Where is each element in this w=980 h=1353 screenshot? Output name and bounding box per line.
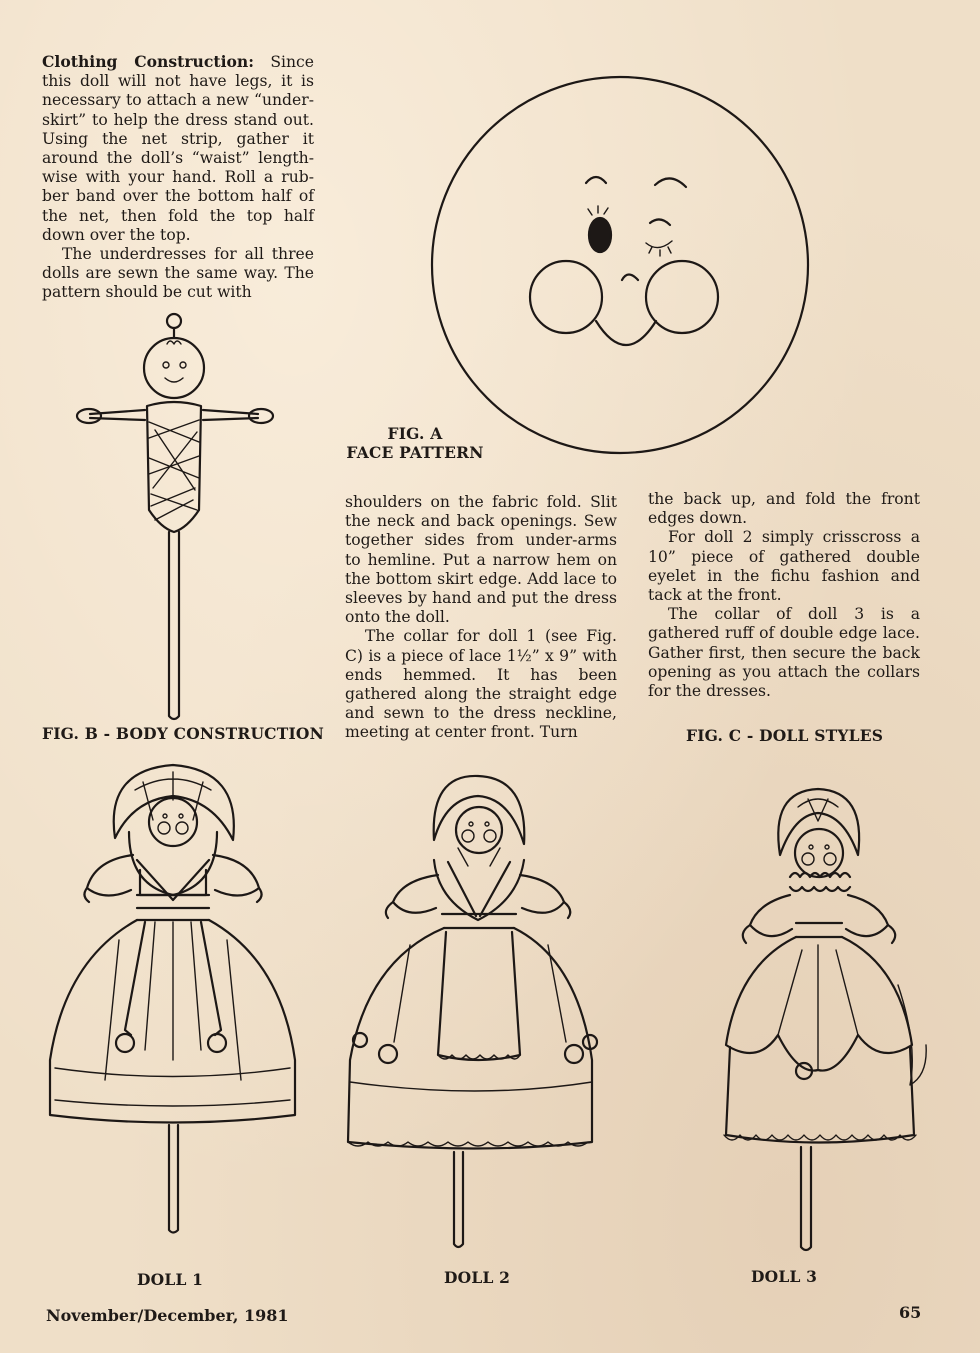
collar <box>129 832 217 895</box>
right-hand <box>249 409 273 423</box>
sleeves <box>87 855 259 896</box>
doll-3-face <box>795 829 843 877</box>
paragraph-doll-3: The collar of doll 3 is a gathered ruff of double edge lace. Gather first, then secure the back opening as you attach the collars for the dresses. <box>648 605 920 701</box>
doll-1-stick <box>169 1125 178 1233</box>
ruff-collar <box>790 873 850 891</box>
apron <box>438 932 520 1060</box>
petal-overskirt <box>726 937 912 1071</box>
doll-2-face <box>456 807 502 853</box>
fig-b-caption: FIG. B - BODY CONSTRUCTION <box>42 724 324 743</box>
winking-eye-icon <box>650 219 670 225</box>
column-3-text <box>648 490 920 701</box>
gloves-3 <box>743 925 895 943</box>
smile-mouth <box>596 321 656 345</box>
right-eyebrow-icon <box>655 178 686 187</box>
open-eye-icon <box>589 218 611 252</box>
paragraph-shoulders: shoulders on the fabric fold. Slit the neck and back openings. Sew together sides from under-arms to hemline. Put a narrow hem on the bottom skirt edge. Add lace to sleeves by hand and put the dress onto the doll. <box>345 493 617 627</box>
dowel-stick <box>169 532 179 719</box>
bonnet <box>114 765 234 840</box>
doll-3-stick <box>801 1147 811 1250</box>
paragraph-underdresses: The underdresses for all three dolls are sewn the same way. The pattern should be cut with <box>42 245 314 302</box>
doll-arms <box>90 410 258 420</box>
gloves-2 <box>386 902 570 918</box>
underskirt-3 <box>726 1047 914 1143</box>
paragraph-collar-doll-1: The collar for doll 1 (see Fig. C) is a piece of lace 1½” x 9” with ends hemmed. It has been gathered along the straight edge and sewn to the dress neckline, meeting at center front. Turn <box>345 627 617 742</box>
hem-band-2 <box>350 1082 592 1091</box>
doll-head <box>144 338 204 398</box>
nose-icon <box>622 275 638 281</box>
pompom-left <box>116 1034 134 1052</box>
lead-in-heading: Clothing Construction: <box>42 52 255 71</box>
doll-1-label: DOLL 1 <box>137 1270 204 1289</box>
doll-2-stick <box>454 1152 463 1247</box>
right-cheek <box>646 261 718 333</box>
left-eyebrow-icon <box>586 177 606 183</box>
left-hand <box>77 409 101 423</box>
column-2-text <box>345 493 617 743</box>
waistband-3 <box>796 923 842 937</box>
wink-lashes <box>646 241 672 256</box>
fig-a-caption <box>330 424 500 462</box>
body-construction-illustration <box>75 310 295 720</box>
fig-c-caption: FIG. C - DOLL STYLES <box>686 726 884 745</box>
bonnet-ties <box>458 848 500 866</box>
ribbon-left <box>125 922 145 1035</box>
bonnet-2 <box>434 776 525 844</box>
skirt-ribbons <box>394 945 566 1042</box>
face-outline <box>432 77 808 453</box>
paragraph-text: Since this doll will not have legs, it is necessary to attach a new “under-skirt” to help the dress stand out. Using the net strip, gather it around the doll’s “waist” length-wise with your hand. Roll a rub-ber band over the bottom half of the net, then fold the top half down over the top. <box>42 53 314 244</box>
fig-a-title: FACE PATTERN <box>346 443 484 462</box>
fig-a-label: FIG. A <box>387 424 443 443</box>
ribbon-right <box>201 922 221 1035</box>
doll-3-label: DOLL 3 <box>751 1267 818 1286</box>
petal-lines <box>778 945 858 1070</box>
issue-date-footer: November/December, 1981 <box>46 1306 289 1325</box>
doll-1-face <box>149 798 197 846</box>
hanging-loop <box>167 314 181 328</box>
pompom-right <box>208 1034 226 1052</box>
column-1-text <box>42 52 314 303</box>
paragraph-back-up: the back up, and fold the front edges down. <box>648 490 920 528</box>
doll-2-label: DOLL 2 <box>444 1268 511 1287</box>
page-number: 65 <box>899 1303 922 1322</box>
pompom-2-right <box>565 1045 583 1063</box>
eyelet-hem <box>55 1100 290 1106</box>
left-cheek <box>530 261 602 333</box>
eyelashes <box>588 206 608 215</box>
face-pattern-illustration <box>430 75 810 465</box>
doll-3-illustration <box>718 785 933 1255</box>
sash-tail <box>898 985 926 1085</box>
sleeves-3 <box>750 895 888 936</box>
paragraph-doll-2: For doll 2 simply crisscross a 10” piece of gathered double eyelet in the fichu fashion and tack at the front. <box>648 528 920 605</box>
fichu <box>434 860 524 920</box>
sleeves-2 <box>393 875 564 913</box>
skirt-pleats <box>55 922 290 1080</box>
pompom-2-left <box>379 1045 397 1063</box>
skirt-2 <box>348 928 592 1149</box>
doll-1-illustration <box>45 760 300 1235</box>
doll-2-illustration <box>338 770 603 1250</box>
paragraph-clothing-construction <box>42 52 314 245</box>
